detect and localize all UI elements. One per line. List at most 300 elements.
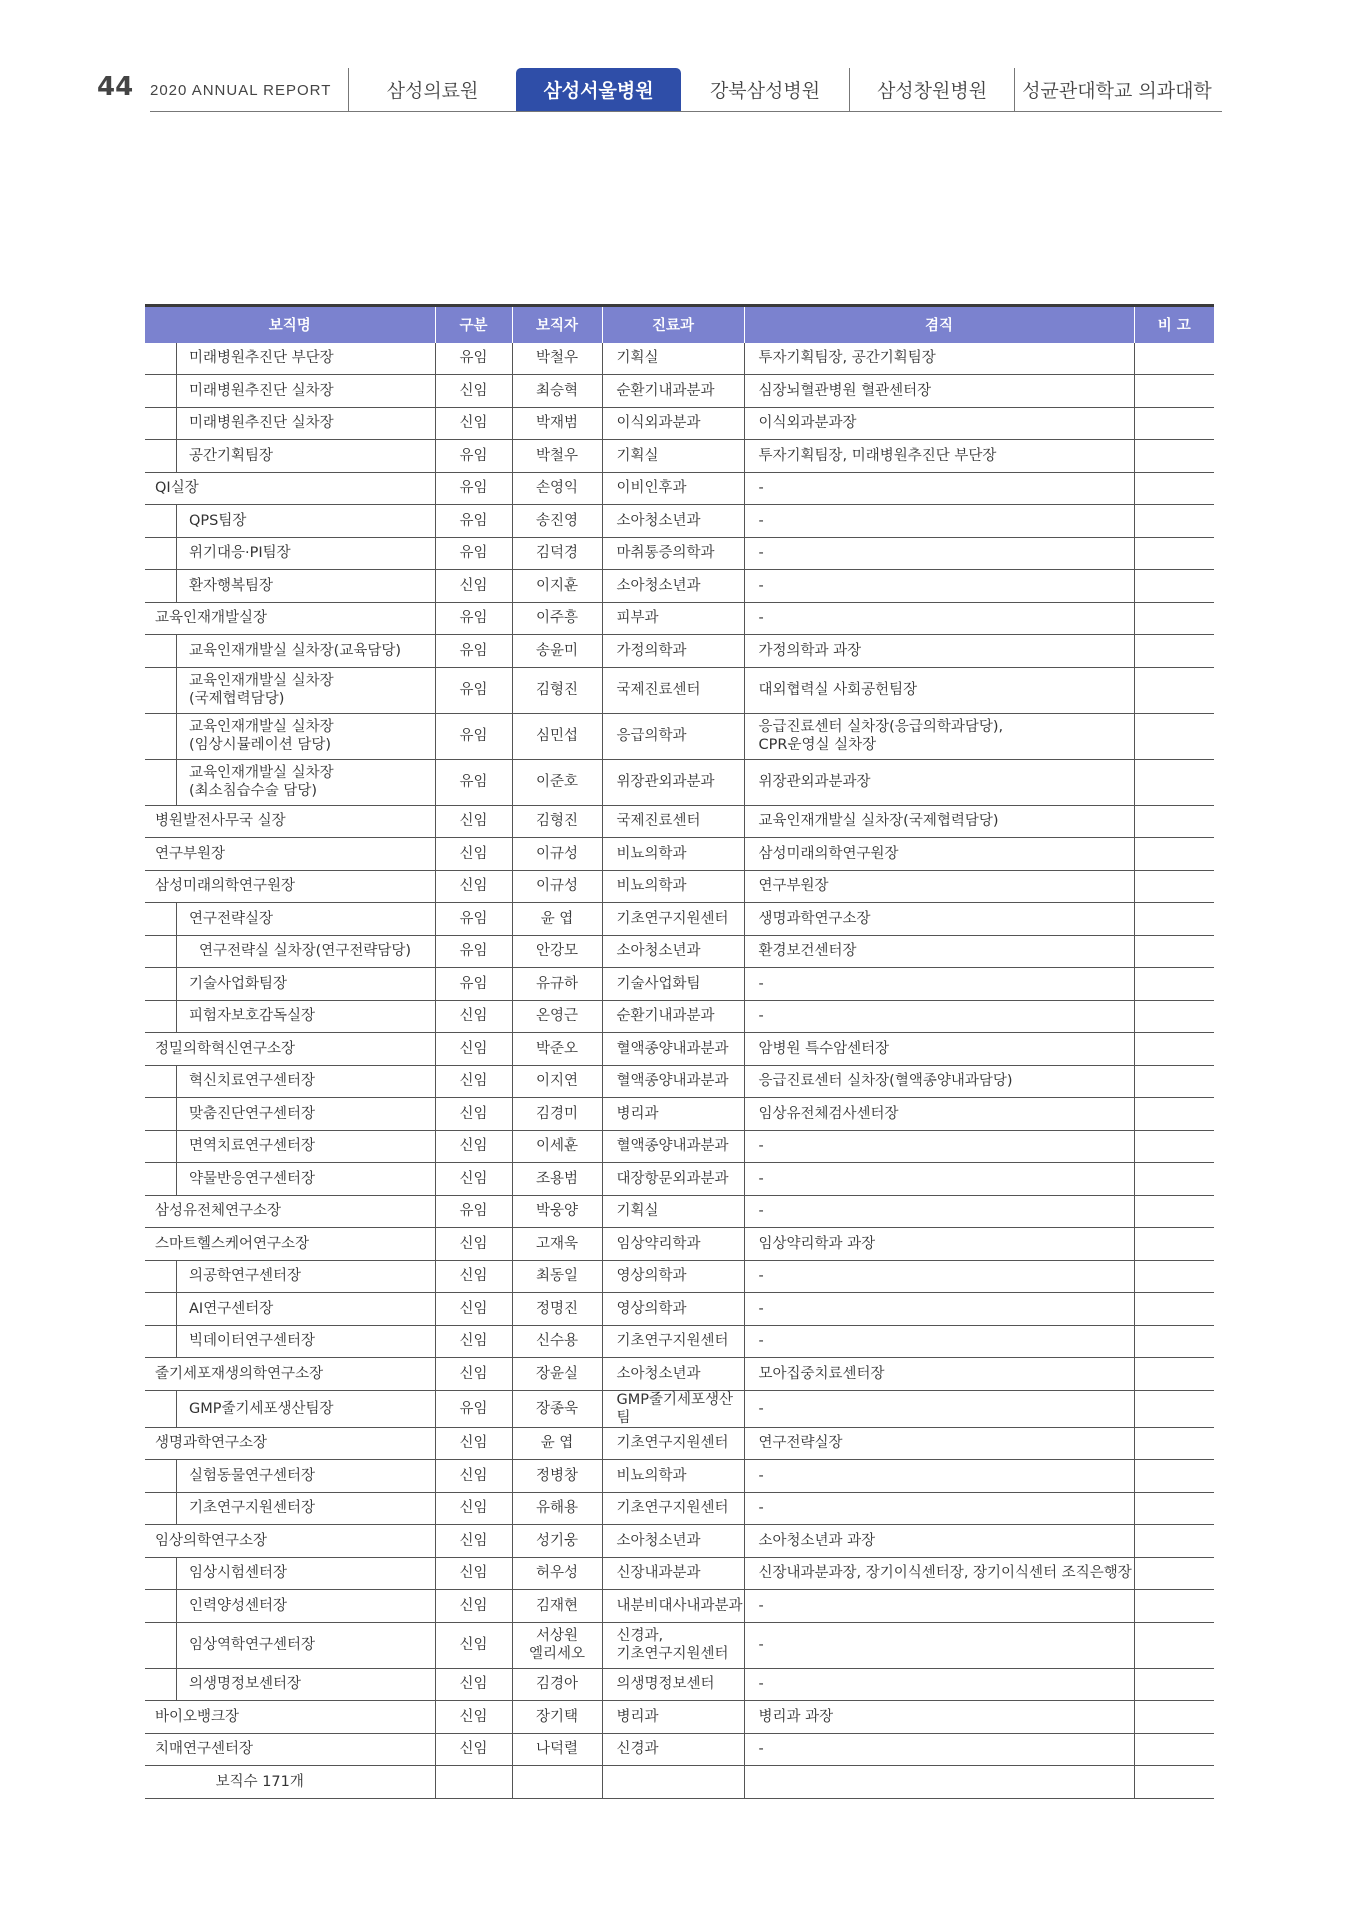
cell-title (145, 1130, 435, 1163)
cell-line: 심민섭 (535, 727, 579, 744)
cell-line: 송윤미 (535, 642, 579, 659)
cell-line: 기술사업화팀장 (189, 975, 288, 992)
cell-person (512, 1557, 602, 1590)
cell-concurrent (744, 1358, 1134, 1391)
cell-line: 생명과학연구소장 (758, 910, 871, 927)
cell-line: 연구전략실장 (189, 910, 274, 927)
cell-title (145, 1622, 435, 1668)
cell-line: 기획실 (616, 350, 659, 367)
cell-dept (602, 968, 744, 1001)
cell-title (145, 1195, 435, 1228)
cell-title (145, 375, 435, 408)
cell-dept (602, 1701, 744, 1734)
cell-type: 신임 (435, 1325, 512, 1358)
cell-line: 기획실 (616, 447, 659, 464)
cell-dept (602, 1492, 744, 1525)
cell-line: 신장내과분과장, 장기이식센터장, 장기이식센터 조직은행장 (758, 1565, 1132, 1582)
cell-title (145, 1033, 435, 1066)
cell-title (145, 1000, 435, 1033)
cell-line: 투자기획팀장, 미래병원추진단 부단장 (758, 447, 997, 464)
page-number: 44 (97, 72, 134, 102)
cell-person (512, 1390, 602, 1427)
cell-line: - (758, 1008, 764, 1025)
cell-type: 신임 (435, 1492, 512, 1525)
cell-line: 국제진료센터 (616, 681, 701, 698)
cell-title (145, 903, 435, 936)
cell-dept (602, 343, 744, 375)
cell-line: 삼성유전체연구소장 (155, 1203, 282, 1220)
cell-line: (국제협력담당) (189, 691, 285, 707)
cell-line: 김경미 (535, 1105, 579, 1122)
cell-title (145, 870, 435, 903)
cell-dept (602, 903, 744, 936)
cell-line: 바이오뱅크장 (155, 1708, 240, 1725)
cell-line: 실험동물연구센터장 (189, 1467, 316, 1484)
cell-concurrent (744, 1557, 1134, 1590)
cell-line: 이주흥 (535, 610, 579, 627)
cell-dept (602, 570, 744, 603)
cell-person (512, 1460, 602, 1493)
cell-line: - (758, 1268, 764, 1285)
cell-title (145, 472, 435, 505)
cell-person (512, 537, 602, 570)
cell-dept (602, 1033, 744, 1066)
cell-dept (602, 1460, 744, 1493)
cell-type: 신임 (435, 838, 512, 871)
cell-line: 최승혁 (535, 382, 579, 399)
nav-tab-3[interactable]: 강북삼성병원 (709, 80, 821, 102)
cell-dept (602, 1098, 744, 1131)
cell-concurrent (744, 635, 1134, 668)
cell-line: 조용범 (535, 1170, 579, 1187)
cell-line: AI연구센터장 (189, 1300, 274, 1317)
table-row (145, 1492, 1214, 1525)
cell-person (512, 1622, 602, 1668)
cell-person (512, 1065, 602, 1098)
cell-line: 장종욱 (535, 1400, 579, 1417)
cell-dept (602, 635, 744, 668)
cell-concurrent (744, 713, 1134, 759)
cell-line: - (758, 480, 764, 497)
cell-person (512, 1701, 602, 1734)
cell-concurrent (744, 1668, 1134, 1701)
cell-line: 이규성 (535, 878, 579, 895)
cell-note (1134, 570, 1214, 603)
cell-line: (임상시뮬레이션 담당) (189, 737, 331, 753)
cell-line: - (758, 1138, 764, 1155)
cell-line: 영상의학과 (616, 1300, 687, 1317)
cell-concurrent (744, 407, 1134, 440)
table-row (145, 1325, 1214, 1358)
cell-line: 응급의학과 (616, 727, 687, 744)
cell-note (1134, 1358, 1214, 1391)
cell-line: 교육인재개발실 실차장 (189, 764, 334, 781)
table-row (145, 1525, 1214, 1558)
appointment-table (145, 304, 1214, 1799)
cell-note (1134, 343, 1214, 375)
cell-line: 암병원 특수암센터장 (758, 1040, 890, 1057)
col-header-note: 비 고 (1134, 306, 1214, 343)
table-row (145, 1195, 1214, 1228)
cell-line: - (758, 512, 764, 529)
cell-concurrent (744, 1065, 1134, 1098)
cell-line: 이지훈 (535, 577, 579, 594)
cell-line: 교육인재개발실 실차장(국제협력담당) (758, 813, 999, 830)
cell-person (512, 805, 602, 838)
cell-line: 비뇨의학과 (616, 1467, 687, 1484)
cell-line: 정명진 (535, 1300, 579, 1317)
cell-line: 임상시험센터장 (189, 1565, 288, 1582)
cell-line: 연구전략실장 (758, 1435, 843, 1452)
cell-person (512, 1293, 602, 1326)
cell-type: 유임 (435, 968, 512, 1001)
cell-line: 의생명정보센터 (616, 1676, 715, 1693)
cell-concurrent (744, 1390, 1134, 1427)
cell-person (512, 1000, 602, 1033)
cell-dept (602, 1260, 744, 1293)
cell-line: 교육인재개발실 실차장 (189, 718, 334, 735)
cell-dept (602, 1733, 744, 1766)
cell-note (1134, 537, 1214, 570)
cell-type: 신임 (435, 1622, 512, 1668)
cell-concurrent (744, 1525, 1134, 1558)
cell-note (1134, 407, 1214, 440)
cell-type: 신임 (435, 1000, 512, 1033)
cell-line: 투자기획팀장, 공간기획팀장 (758, 350, 936, 367)
cell-line: 빅데이터연구센터장 (189, 1333, 316, 1350)
cell-line: 소아청소년과 (616, 943, 701, 960)
cell-line: 혁신치료연구센터장 (189, 1073, 316, 1090)
cell-line: 소아청소년과 (616, 1532, 701, 1549)
table-row (145, 505, 1214, 538)
cell-dept (602, 713, 744, 759)
cell-line: 의공학연구센터장 (189, 1268, 302, 1285)
cell-line: - (758, 1467, 764, 1484)
cell-title (145, 1427, 435, 1460)
cell-line: 엘리세오 (528, 1646, 586, 1663)
cell-line: 소아청소년과 (616, 1365, 701, 1382)
cell-line: 신수용 (535, 1333, 579, 1350)
table-row (145, 472, 1214, 505)
cell-line: 이준호 (535, 773, 579, 790)
cell-title (145, 1228, 435, 1261)
table-row (145, 1427, 1214, 1460)
cell-concurrent (744, 1427, 1134, 1460)
cell-line: 신장내과분과 (616, 1565, 701, 1582)
cell-line: 순환기내과분과 (616, 382, 715, 399)
cell-line: CPR운영실 실차장 (758, 737, 877, 753)
cell-note (1134, 602, 1214, 635)
cell-type: 신임 (435, 1260, 512, 1293)
cell-note (1134, 1427, 1214, 1460)
table-body (145, 343, 1214, 1799)
cell-concurrent (744, 472, 1134, 505)
table-row (145, 1701, 1214, 1734)
cell-line: 나덕렬 (535, 1741, 579, 1758)
table-row (145, 1033, 1214, 1066)
cell-line: 병원발전사무국 실장 (155, 813, 286, 830)
cell-title (145, 343, 435, 375)
cell-dept (602, 375, 744, 408)
nav-tab-5[interactable]: 성균관대학교 의과대학 (1014, 68, 1219, 111)
cell-line: 인력양성센터장 (189, 1597, 288, 1614)
cell-line: - (758, 1741, 764, 1758)
cell-line: 심장뇌혈관병원 혈관센터장 (758, 382, 932, 399)
cell-line: 신경과, (616, 1628, 664, 1645)
cell-line: 위기대응·PI팀장 (189, 545, 291, 562)
table-row (145, 759, 1214, 805)
cell-line: 약물반응연구센터장 (189, 1170, 316, 1187)
cell-person (512, 838, 602, 871)
cell-dept (602, 759, 744, 805)
cell-line: 김형진 (535, 813, 579, 830)
cell-line: 삼성미래의학연구원장 (758, 845, 899, 862)
cell-line: - (758, 1637, 764, 1654)
cell-type: 신임 (435, 1733, 512, 1766)
table-row (145, 1668, 1214, 1701)
cell-type: 유임 (435, 343, 512, 375)
cell-line: 기초연구지원센터 (616, 1500, 729, 1517)
cell-type: 신임 (435, 1668, 512, 1701)
cell-line: 임상의학연구소장 (155, 1532, 268, 1549)
cell-line: 손영익 (535, 480, 579, 497)
cell-dept (602, 1358, 744, 1391)
cell-line: - (758, 1300, 764, 1317)
cell-concurrent (744, 375, 1134, 408)
table-row (145, 1622, 1214, 1668)
table-row (145, 1098, 1214, 1131)
cell-type: 신임 (435, 1701, 512, 1734)
cell-title (145, 667, 435, 713)
cell-concurrent (744, 935, 1134, 968)
cell-note (1134, 1000, 1214, 1033)
cell-line: - (758, 1170, 764, 1187)
cell-person (512, 1525, 602, 1558)
cell-concurrent (744, 1590, 1134, 1623)
table-row (145, 1260, 1214, 1293)
cell-line: 삼성미래의학연구원장 (155, 878, 296, 895)
cell-title (145, 1525, 435, 1558)
cell-line: 내분비대사내과분과 (616, 1597, 743, 1614)
cell-line: 비뇨의학과 (616, 845, 687, 862)
cell-line: 연구전략실 실차장(연구전략담당) (199, 943, 412, 960)
cell-dept (602, 1000, 744, 1033)
cell-line: 고재욱 (535, 1235, 579, 1252)
cell-line: 김재현 (535, 1597, 579, 1614)
cell-line: 기초연구지원센터 (616, 1646, 729, 1663)
table-row (145, 537, 1214, 570)
cell-line: 혈액종양내과분과 (616, 1138, 729, 1155)
cell-dept (602, 1228, 744, 1261)
cell-line: 면역치료연구센터장 (189, 1138, 316, 1155)
cell-line: 윤 엽 (540, 910, 574, 927)
cell-line: 정병창 (535, 1467, 579, 1484)
cell-line: 국제진료센터 (616, 813, 701, 830)
cell-note (1134, 505, 1214, 538)
cell-line: 비뇨의학과 (616, 878, 687, 895)
cell-line: 정밀의학혁신연구소장 (155, 1040, 296, 1057)
cell-line: 기초연구지원센터 (616, 1435, 729, 1452)
nav-tab-1[interactable]: 삼성의료원 (348, 68, 516, 111)
cell-line: - (758, 1676, 764, 1693)
cell-dept (602, 1293, 744, 1326)
cell-dept (602, 1622, 744, 1668)
cell-line: (최소침습수술 담당) (189, 783, 317, 799)
cell-note (1134, 635, 1214, 668)
cell-line: - (758, 1203, 764, 1220)
cell-note (1134, 1525, 1214, 1558)
cell-concurrent (744, 805, 1134, 838)
cell-note (1134, 1065, 1214, 1098)
cell-line: - (758, 577, 764, 594)
cell-dept (602, 1590, 744, 1623)
cell-line: 송진영 (535, 512, 579, 529)
nav-tab-2[interactable]: 삼성서울병원 (516, 68, 681, 111)
table-row (145, 1065, 1214, 1098)
cell-type: 신임 (435, 1098, 512, 1131)
cell-line: 장기택 (535, 1708, 579, 1725)
cell-dept (602, 1557, 744, 1590)
cell-type: 유임 (435, 935, 512, 968)
cell-line: 임상약리학과 (616, 1235, 701, 1252)
table-header-row (145, 306, 1214, 343)
cell-person (512, 343, 602, 375)
cell-line: 위장관외과분과 (616, 773, 715, 790)
cell-line: GMP줄기세포생산팀 (616, 1391, 734, 1426)
report-title: 2020 ANNUAL REPORT (150, 82, 332, 99)
cell-line: 박재범 (535, 415, 579, 432)
cell-title (145, 1733, 435, 1766)
table-row (145, 1000, 1214, 1033)
cell-concurrent (744, 759, 1134, 805)
cell-title (145, 1260, 435, 1293)
cell-note (1134, 1293, 1214, 1326)
cell-title (145, 1390, 435, 1427)
cell-line: 장윤실 (535, 1365, 579, 1382)
cell-title (145, 440, 435, 473)
cell-line: 마취통증의학과 (616, 545, 715, 562)
table-row (145, 1130, 1214, 1163)
cell-dept (602, 838, 744, 871)
cell-line: 교육인재개발실 실차장 (189, 672, 334, 689)
table-row (145, 1733, 1214, 1766)
cell-line: 의생명정보센터장 (189, 1676, 302, 1693)
cell-type: 신임 (435, 375, 512, 408)
table-row (145, 1590, 1214, 1623)
cell-type: 유임 (435, 667, 512, 713)
cell-concurrent (744, 903, 1134, 936)
cell-concurrent (744, 1033, 1134, 1066)
cell-line: 이규성 (535, 845, 579, 862)
cell-line: 소아청소년과 (616, 512, 701, 529)
cell-line: 교육인재개발실장 (155, 610, 268, 627)
cell-note (1134, 1492, 1214, 1525)
cell-line: 이식외과분과 (616, 415, 701, 432)
cell-title (145, 935, 435, 968)
cell-person (512, 472, 602, 505)
section-nav (348, 68, 1219, 111)
cell-title (145, 635, 435, 668)
cell-note (1134, 759, 1214, 805)
cell-note (1134, 1163, 1214, 1196)
cell-note (1134, 1460, 1214, 1493)
cell-dept (602, 472, 744, 505)
total-count: 보직수 171개 (145, 1766, 435, 1799)
cell-note (1134, 1098, 1214, 1131)
cell-title (145, 1325, 435, 1358)
cell-concurrent (744, 343, 1134, 375)
cell-dept (602, 440, 744, 473)
cell-title (145, 1492, 435, 1525)
cell-line: 교육인재개발실 실차장(교육담당) (189, 642, 402, 659)
cell-type: 신임 (435, 1033, 512, 1066)
table-row (145, 968, 1214, 1001)
cell-person (512, 1260, 602, 1293)
cell-line: 맞춤진단연구센터장 (189, 1105, 316, 1122)
cell-line: 김형진 (535, 681, 579, 698)
cell-person (512, 1358, 602, 1391)
cell-line: QI실장 (155, 480, 199, 497)
cell-line: - (758, 1333, 764, 1350)
cell-type: 신임 (435, 1163, 512, 1196)
cell-person (512, 935, 602, 968)
cell-type: 신임 (435, 870, 512, 903)
cell-title (145, 1163, 435, 1196)
cell-dept (602, 1065, 744, 1098)
empty-cell (435, 1766, 512, 1799)
cell-line: 미래병원추진단 실차장 (189, 415, 334, 432)
cell-person (512, 1427, 602, 1460)
cell-title (145, 1098, 435, 1131)
cell-line: 기술사업화팀 (616, 975, 701, 992)
cell-type: 신임 (435, 1358, 512, 1391)
cell-type: 신임 (435, 1427, 512, 1460)
cell-line: 성기웅 (535, 1532, 579, 1549)
cell-line: 줄기세포재생의학연구소장 (155, 1365, 324, 1382)
cell-type: 유임 (435, 472, 512, 505)
cell-dept (602, 602, 744, 635)
cell-person (512, 1325, 602, 1358)
cell-line: 가정의학과 과장 (758, 642, 862, 659)
cell-title (145, 1460, 435, 1493)
cell-type: 유임 (435, 505, 512, 538)
cell-line: 공간기획팀장 (189, 447, 274, 464)
cell-dept (602, 1427, 744, 1460)
cell-line: 생명과학연구소장 (155, 1435, 268, 1452)
cell-note (1134, 1668, 1214, 1701)
cell-title (145, 713, 435, 759)
cell-note (1134, 667, 1214, 713)
cell-title (145, 537, 435, 570)
cell-line: 혈액종양내과분과 (616, 1040, 729, 1057)
cell-note (1134, 1195, 1214, 1228)
cell-title (145, 1293, 435, 1326)
cell-line: 순환기내과분과 (616, 1008, 715, 1025)
cell-type: 유임 (435, 903, 512, 936)
cell-line: 위장관외과분과장 (758, 773, 871, 790)
cell-person (512, 440, 602, 473)
cell-type: 신임 (435, 1293, 512, 1326)
nav-tab-4[interactable]: 삼성창원병원 (849, 68, 1014, 111)
cell-line: 미래병원추진단 부단장 (189, 350, 334, 367)
table-row (145, 1557, 1214, 1590)
cell-person (512, 602, 602, 635)
cell-line: QPS팀장 (189, 512, 247, 529)
cell-line: 이지연 (535, 1073, 579, 1090)
cell-note (1134, 440, 1214, 473)
cell-note (1134, 1325, 1214, 1358)
cell-line: 피험자보호감독실장 (189, 1008, 316, 1025)
